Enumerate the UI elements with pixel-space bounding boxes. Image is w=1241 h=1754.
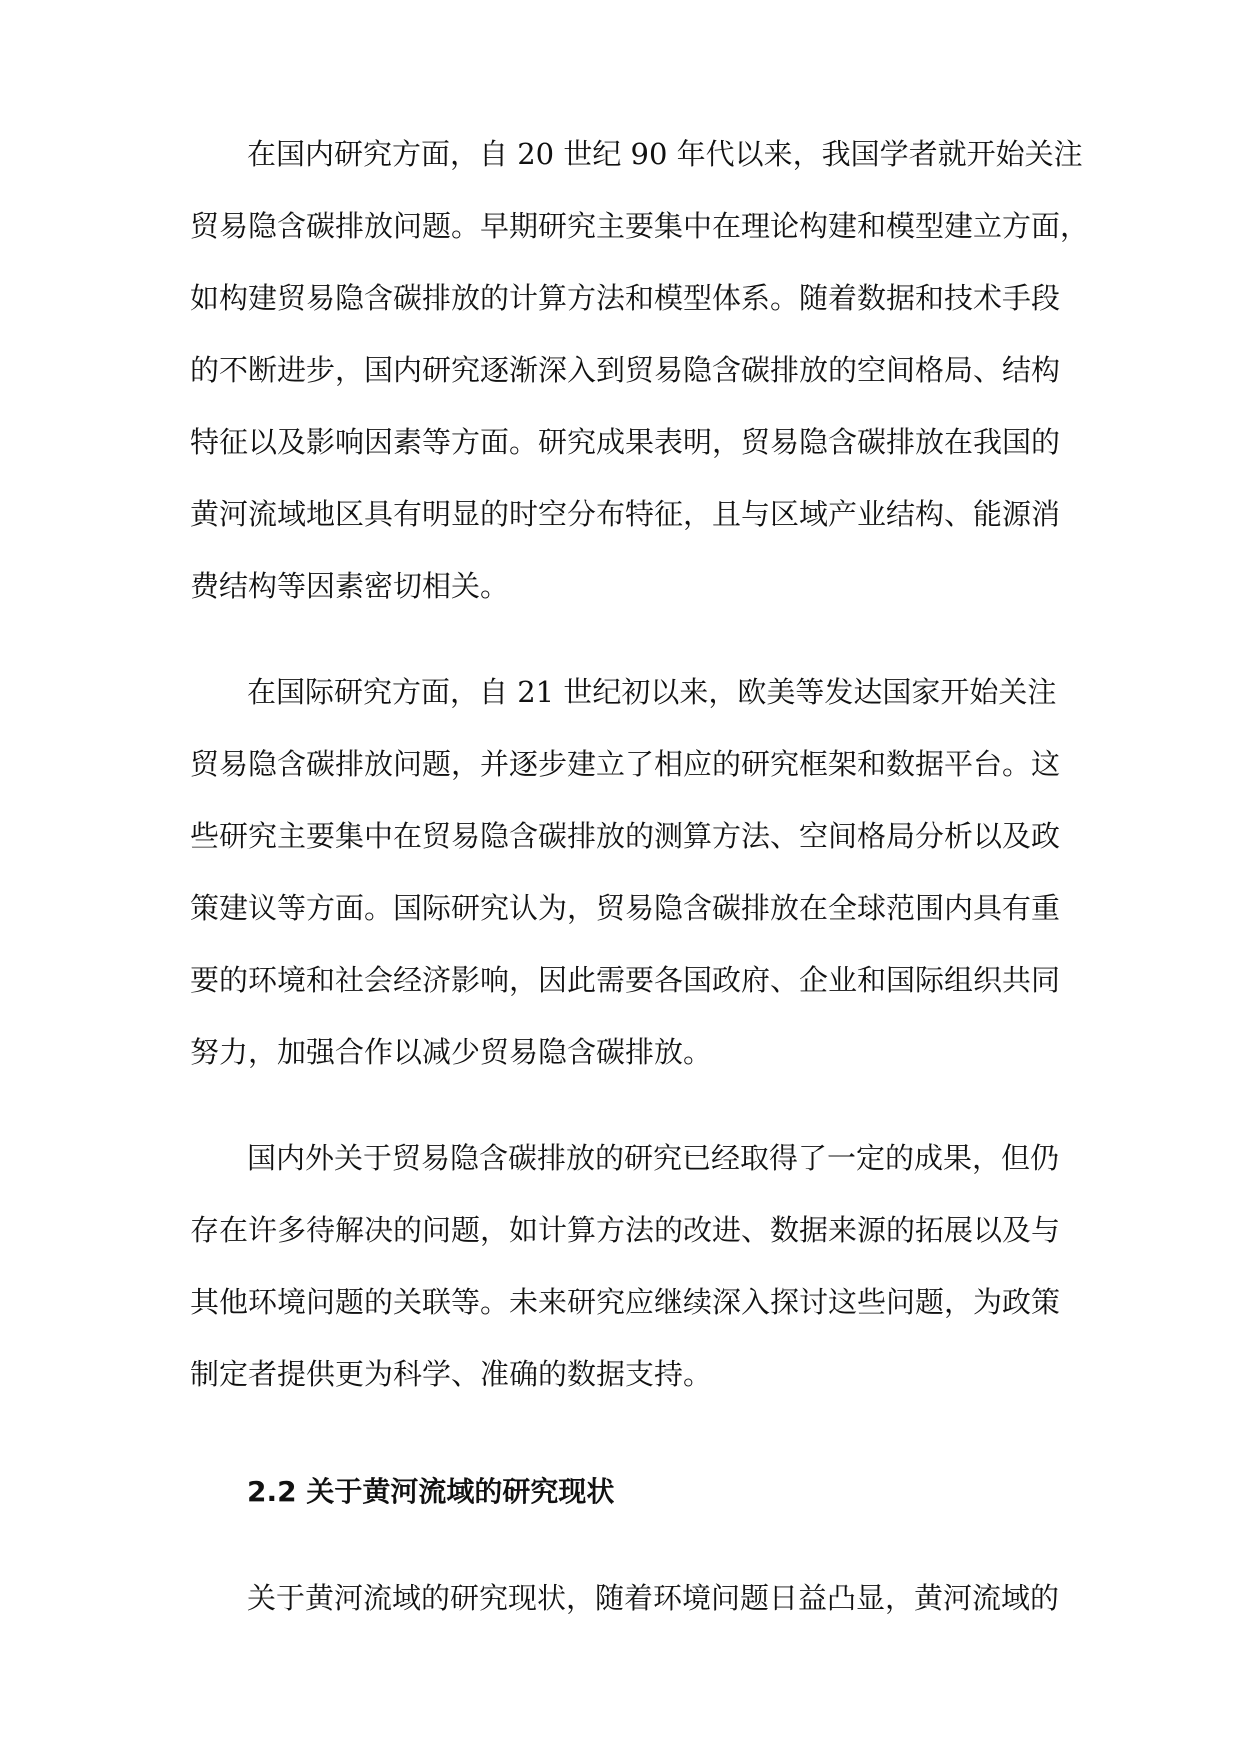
paragraph-2-line-6: 努力，加强合作以减少贸易隐含碳排放。: [190, 1035, 713, 1069]
paragraph-2-line-1: 在国际研究方面，自 21 世纪初以来，欧美等发达国家开始关注: [247, 675, 1057, 709]
paragraph-1-line-5: 特征以及影响因素等方面。研究成果表明，贸易隐含碳排放在我国的: [190, 425, 1061, 459]
paragraph-2-line-2: 贸易隐含碳排放问题，并逐步建立了相应的研究框架和数据平台。这: [190, 747, 1061, 781]
section-heading: 2.2 关于黄河流域的研究现状: [247, 1475, 615, 1508]
paragraph-2-line-4: 策建议等方面。国际研究认为，贸易隐含碳排放在全球范围内具有重: [190, 891, 1061, 925]
section-paragraph-line-1: 关于黄河流域的研究现状，随着环境问题日益凸显，黄河流域的: [247, 1581, 1060, 1615]
paragraph-1-line-6: 黄河流域地区具有明显的时空分布特征，且与区域产业结构、能源消: [190, 497, 1061, 531]
paragraph-1-line-1: 在国内研究方面，自 20 世纪 90 年代以来，我国学者就开始关注: [247, 137, 1083, 171]
paragraph-3-line-4: 制定者提供更为科学、准确的数据支持。: [190, 1357, 713, 1391]
paragraph-3-line-3: 其他环境问题的关联等。未来研究应继续深入探讨这些问题，为政策: [190, 1285, 1061, 1319]
paragraph-3-line-2: 存在许多待解决的问题，如计算方法的改进、数据来源的拓展以及与: [190, 1213, 1061, 1247]
paragraph-1-line-2: 贸易隐含碳排放问题。早期研究主要集中在理论构建和模型建立方面，: [190, 209, 1090, 243]
paragraph-1-line-4: 的不断进步，国内研究逐渐深入到贸易隐含碳排放的空间格局、结构: [190, 353, 1061, 387]
paragraph-3-line-1: 国内外关于贸易隐含碳排放的研究已经取得了一定的成果，但仍: [247, 1141, 1060, 1175]
paragraph-2-line-3: 些研究主要集中在贸易隐含碳排放的测算方法、空间格局分析以及政: [190, 819, 1061, 853]
paragraph-2-line-5: 要的环境和社会经济影响，因此需要各国政府、企业和国际组织共同: [190, 963, 1061, 997]
paragraph-1-line-3: 如构建贸易隐含碳排放的计算方法和模型体系。随着数据和技术手段: [190, 281, 1061, 315]
paragraph-1-line-7: 费结构等因素密切相关。: [190, 569, 510, 603]
